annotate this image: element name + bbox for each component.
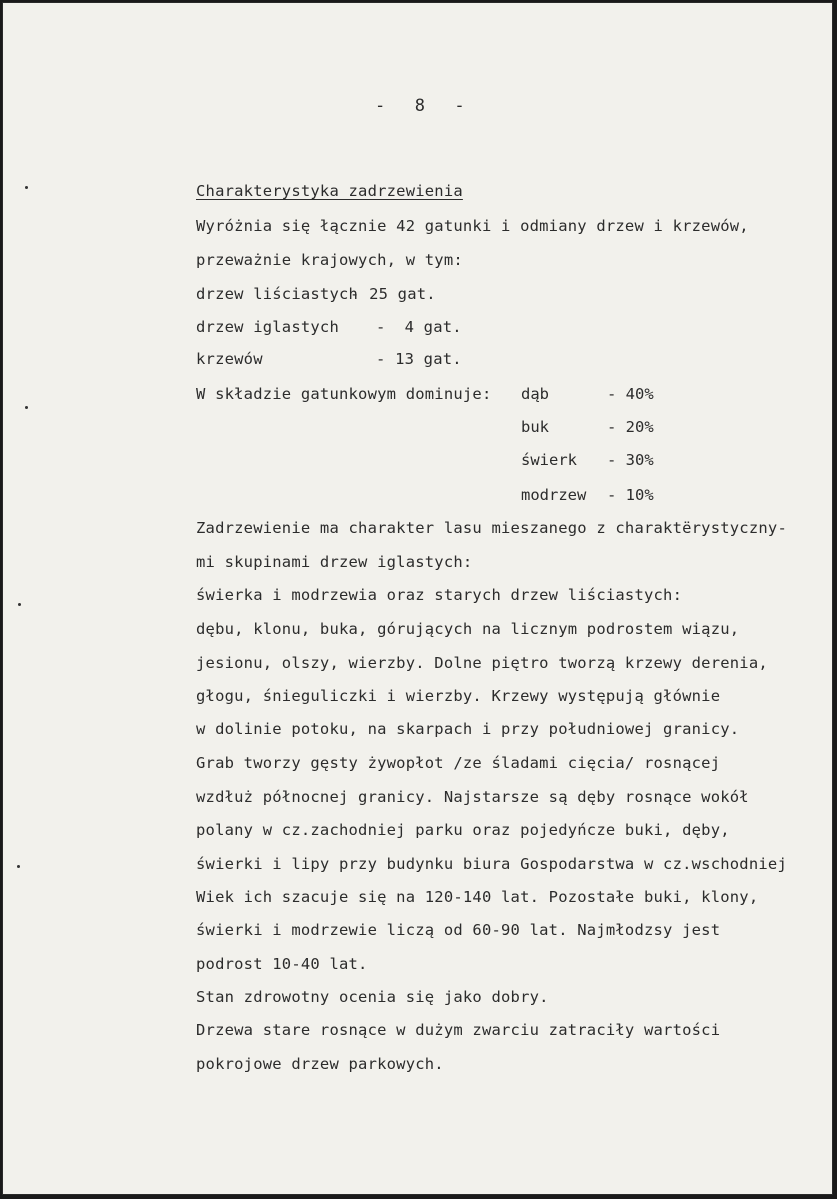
species-share: - 10% (607, 486, 654, 504)
body-line: Stan zdrowotny ocenia się jako dobry. (196, 988, 549, 1006)
body-line: mi skupinami drzew iglastych: (196, 553, 473, 571)
section-heading: Charakterystyka zadrzewienia (196, 182, 463, 200)
body-line: dębu, klonu, buka, górujących na licznym podrostem wiązu, (196, 620, 740, 638)
body-line: świerka i modrzewia oraz starych drzew liściastych: (196, 586, 683, 604)
body-line: podrost 10-40 lat. (196, 955, 368, 973)
count-label: drzew iglastych (196, 318, 339, 336)
body-line: Grab tworzy gęsty żywopłot /ze śladami cięcia/ rosnącej (196, 754, 721, 772)
body-line: pokrojowe drzew parkowych. (196, 1055, 444, 1073)
punch-mark (18, 603, 21, 606)
page-number: - 8 - (375, 96, 468, 116)
species-name: buk (521, 418, 549, 436)
count-value: - 13 gat. (376, 350, 462, 368)
count-value: - 25 gat. (350, 285, 436, 303)
species-share: - 20% (607, 418, 654, 436)
body-line: jesionu, olszy, wierzby. Dolne piętro tworzą krzewy derenia, (196, 654, 768, 672)
count-value: - 4 gat. (376, 318, 462, 336)
species-share: - 30% (607, 451, 654, 469)
body-line: Drzewa stare rosnące w dużym zwarciu zatraciły wartości (196, 1021, 721, 1039)
species-name: dąb (521, 385, 549, 403)
punch-mark (17, 865, 20, 868)
punch-mark (25, 406, 28, 409)
body-line: świerki i modrzewie liczą od 60-90 lat. Najmłodzsy jest (196, 921, 721, 939)
body-line: Zadrzewienie ma charakter lasu mieszanego z charaktërystyczny- (196, 519, 787, 537)
body-line: wzdłuż północnej granicy. Najstarsze są dęby rosnące wokół (196, 788, 749, 806)
body-line: świerki i lipy przy budynku biura Gospodarstwa w cz.wschodniej (196, 855, 787, 873)
composition-intro: W składzie gatunkowym dominuje: (196, 385, 492, 403)
intro-line: przeważnie krajowych, w tym: (196, 251, 463, 269)
body-line: polany w cz.zachodniej parku oraz pojedyńcze buki, dęby, (196, 821, 730, 839)
intro-line: Wyróżnia się łącznie 42 gatunki i odmiany drzew i krzewów, (196, 217, 749, 235)
body-line: głogu, śnieguliczki i wierzby. Krzewy występują głównie (196, 687, 721, 705)
body-line: w dolinie potoku, na skarpach i przy południowej granicy. (196, 720, 740, 738)
species-name: modrzew (521, 486, 587, 504)
species-share: - 40% (607, 385, 654, 403)
species-name: świerk (521, 451, 577, 469)
count-label: krzewów (196, 350, 263, 368)
count-label: drzew liściastych (196, 285, 359, 303)
body-line: Wiek ich szacuje się na 120-140 lat. Pozostałe buki, klony, (196, 888, 759, 906)
document-page (2, 2, 833, 1195)
punch-mark (25, 186, 28, 189)
